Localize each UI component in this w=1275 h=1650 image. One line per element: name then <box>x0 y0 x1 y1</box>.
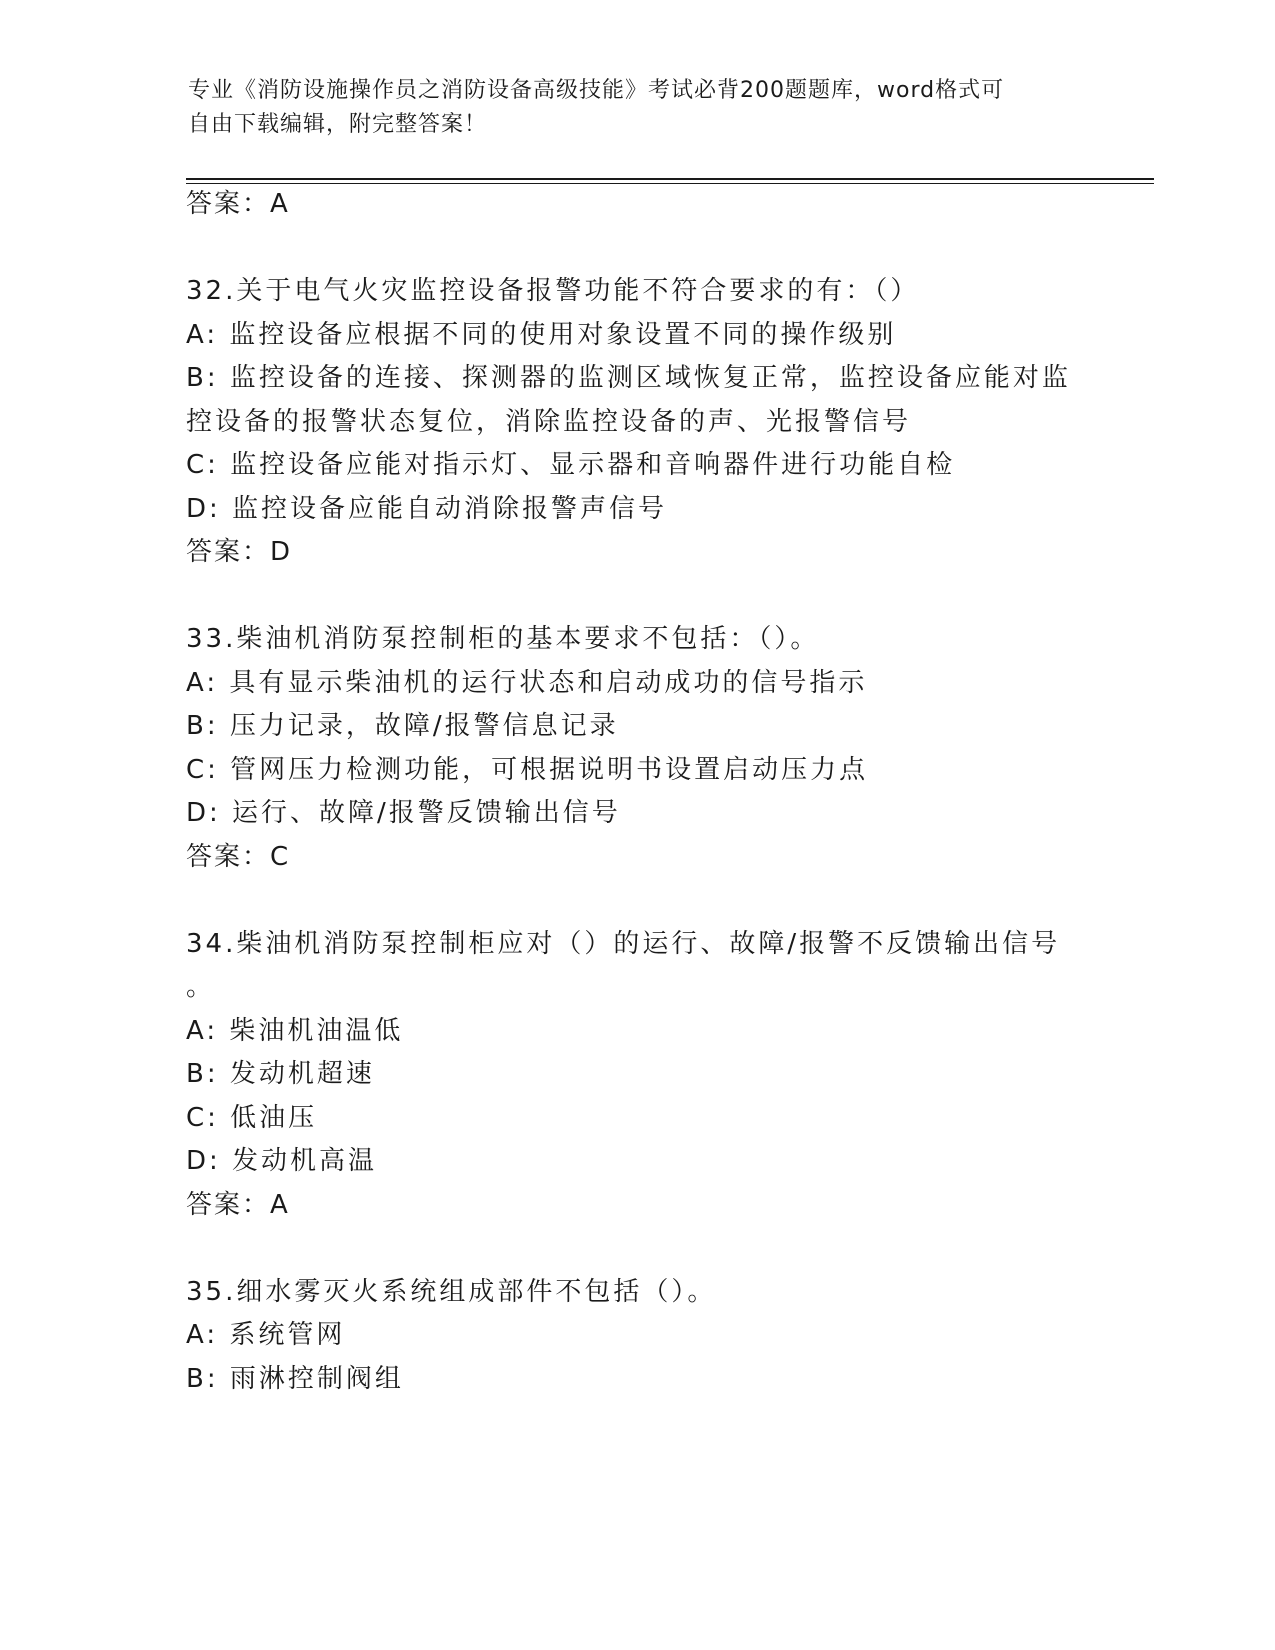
option-b: 控设备的报警状态复位，消除监控设备的声、光报警信号 <box>186 406 912 437</box>
option-a: A: 系统管网 <box>186 1320 346 1350</box>
previous-answer: 答案：A <box>186 189 290 219</box>
question-stem: 35.细水雾灭火系统组成部件不包括（）。 <box>186 1276 717 1307</box>
answer-line: 答案：C <box>186 841 291 872</box>
option-b: B: 监控设备的连接、探测器的监测区域恢复正常，监控设备应能对监 <box>186 363 1071 393</box>
option-b: B: 雨淋控制阀组 <box>186 1363 404 1394</box>
option-c: C: 管网压力检测功能，可根据说明书设置启动压力点 <box>186 754 869 785</box>
option-d: D: 监控设备应能自动消除报警声信号 <box>186 493 668 524</box>
option-d: D: 运行、故障/报警反馈输出信号 <box>186 798 621 828</box>
header-divider-thin <box>186 183 1154 184</box>
option-c: C: 监控设备应能对指示灯、显示器和音响器件进行功能自检 <box>186 450 956 480</box>
question-stem: 34.柴油机消防泵控制柜应对（）的运行、故障/报警不反馈输出信号 <box>186 928 1061 959</box>
page-header <box>188 74 1088 142</box>
answer-line: 答案：A <box>186 1189 290 1220</box>
option-c: C: 低油压 <box>186 1102 318 1133</box>
answer-line: 答案：D <box>186 537 293 567</box>
question-stem: 33.柴油机消防泵控制柜的基本要求不包括：（）。 <box>186 624 820 654</box>
option-b: B: 发动机超速 <box>186 1059 375 1089</box>
option-d: D: 发动机高温 <box>186 1146 378 1176</box>
question-stem: 。 <box>186 972 216 1002</box>
option-b: B: 压力记录，故障/报警信息记录 <box>186 711 619 741</box>
question-stem: 32.关于电气火灾监控设备报警功能不符合要求的有：（） <box>186 276 920 306</box>
option-a: A: 监控设备应根据不同的使用对象设置不同的操作级别 <box>186 319 897 350</box>
header-line-1: 专业《消防设施操作员之消防设备高级技能》考试必背200题题库，word格式可 <box>188 78 1005 103</box>
header-line-2: 自由下载编辑，附完整答案！ <box>188 112 488 137</box>
header-divider <box>186 178 1154 180</box>
option-a: A: 具有显示柴油机的运行状态和启动成功的信号指示 <box>186 667 868 698</box>
option-a: A: 柴油机油温低 <box>186 1015 404 1046</box>
